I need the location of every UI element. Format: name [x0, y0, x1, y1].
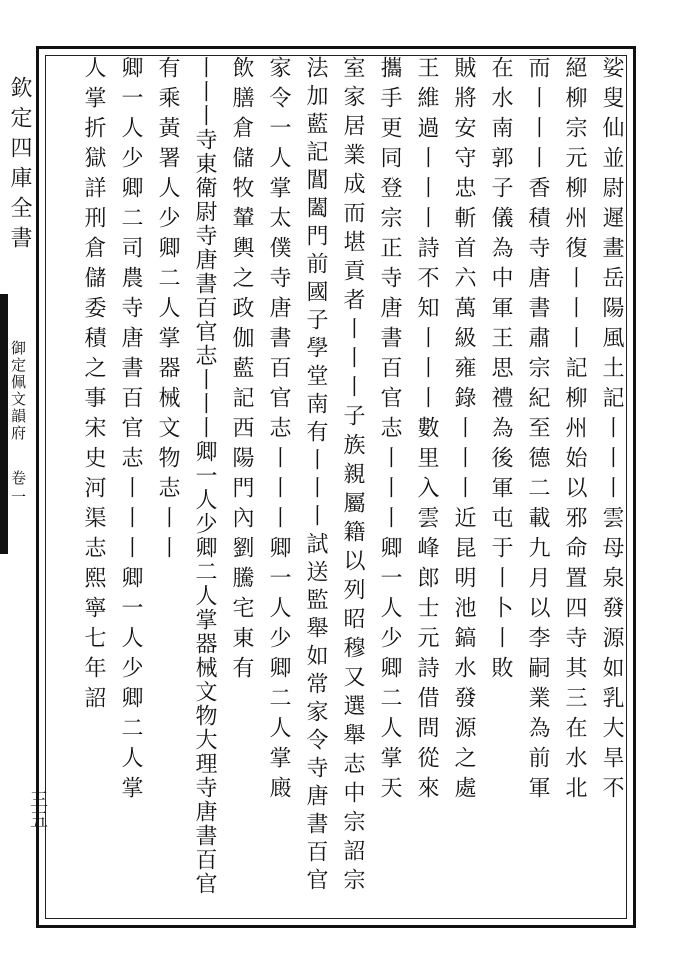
text-column: 絕柳宗元柳州復丨丨丨記柳州始以邪命置四寺其三在水北: [562, 56, 587, 806]
text-column: 人掌折獄詳刑倉儲委積之事宋史河渠志熙寧七年詔: [81, 56, 106, 716]
page-number: 三五: [27, 790, 48, 830]
text-column: 攜手更同登宗正寺唐書百官志丨丨丨卿一人少卿二人掌天: [377, 56, 402, 806]
volume-number: 卷一: [9, 470, 27, 508]
book-title: 欽定四庫全書: [7, 76, 32, 256]
text-column: 賊將安守忠斬首六萬級雍錄丨丨丨近昆明池鎬水發源之處: [451, 56, 476, 806]
text-column: 室家居業成而堪貢者丨丨丨子族親屬籍以列昭穆又選舉志中宗詔宗: [340, 56, 365, 897]
volume-title: 御定佩文韻府: [9, 340, 27, 442]
text-column: 在水南郭子儀為中軍王思禮為後軍屯于丨卜丨敗: [488, 56, 513, 686]
text-column: 丨丨丨寺東衛尉寺唐書百官志丨丨丨卿一人少卿二人掌器械文物大理寺唐書百官: [192, 56, 217, 896]
text-column: 有乘黃署人少卿二人掌器械文物志丨丨: [155, 56, 180, 566]
text-column: 娑叟仙並尉遲畫岳陽風土記丨丨丨雲母泉發源如乳大旱不: [599, 56, 624, 806]
text-column: 而丨丨丨香積寺唐書肅宗紀至德二載九月以李嗣業為前軍: [525, 56, 550, 806]
text-column: 家令一人掌太僕寺唐書百官志丨丨丨卿一人少卿二人掌廄: [266, 56, 291, 806]
text-column: 飲膳倉儲牧輦輿之政伽藍記西陽門內劉騰宅東有: [229, 56, 254, 686]
text-column: 法加藍記閶闔門前國子學堂南有丨丨丨試送監舉如常家令寺唐書百官: [303, 56, 328, 896]
text-column: 王維過丨丨丨詩不知丨丨丨數里入雲峰郎士元詩借問從來: [414, 56, 439, 806]
text-column: 卿一人少卿二司農寺唐書百官志丨丨丨卿一人少卿二人掌: [118, 56, 143, 806]
binding-edge-mark: [0, 294, 8, 554]
